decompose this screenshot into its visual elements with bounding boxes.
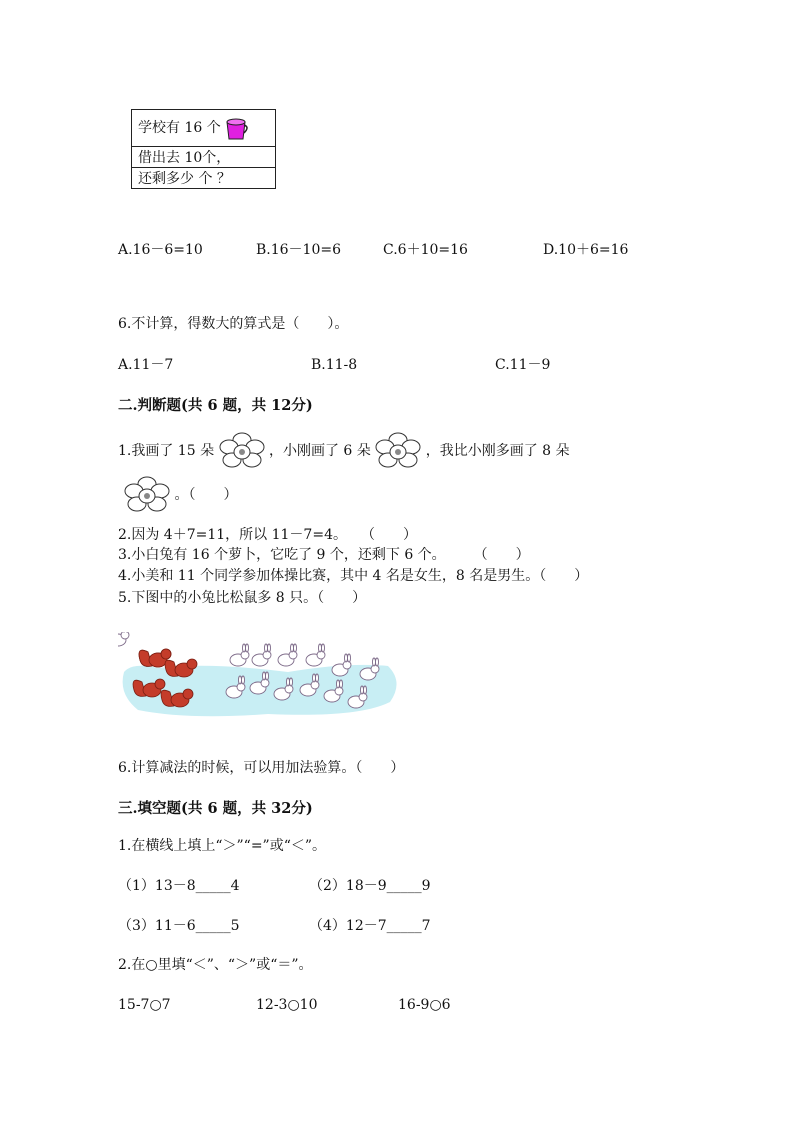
s2-q6: 6.计算减法的时候，可以用加法验算。（ ）: [118, 760, 405, 776]
problem-row-3: 还剩多少 个 ？: [132, 168, 276, 189]
s2-q3: 3.小白兔有 16 个萝卜，它吃了 9 个，还剩下 6 个。 （ ）: [118, 547, 530, 563]
option-c: C.6＋10=16: [383, 242, 468, 258]
q6-stem: 6.不计算，得数大的算式是（ ）。: [118, 316, 349, 332]
option-a: A.16－6=10: [118, 242, 203, 258]
s2-q4: 4.小美和 11 个同学参加体操比赛，其中 4 名是女生，8 名是男生。（ ）: [118, 568, 589, 584]
flower-icon: [375, 431, 421, 471]
s2-q1-text-3: ，我比小刚多画了 8 朵: [425, 443, 570, 459]
cup-icon: [223, 114, 251, 142]
s2-q1-text-1: 1.我画了 15 朵: [118, 443, 215, 459]
s3-q2-item-2: 12-3○10: [256, 997, 318, 1013]
s3-q1-item-3: （3）11－6_____5: [118, 918, 240, 934]
s2-q1-line1: [118, 428, 570, 474]
section2-title: 二.判断题(共 6 题，共 12分): [118, 397, 313, 414]
flower-icon: [219, 431, 265, 471]
s3-q2-stem: 2.在○里填“＜”、“＞”或“＝”。: [118, 957, 313, 973]
s3-q1-item-2: （2）18－9_____9: [309, 878, 431, 894]
s3-q2-item-3: 16-9○6: [398, 997, 451, 1013]
s2-q1-line2: [124, 474, 237, 516]
s3-q1-item-4: （4）12－7_____7: [309, 918, 431, 934]
s2-q1-text-2: ，小刚画了 6 朵: [268, 443, 371, 459]
q6-option-a: A.11－7: [118, 357, 174, 373]
problem-row-2: 借出去 10个，: [132, 147, 276, 168]
s3-q2-item-1: 15-7○7: [118, 997, 171, 1013]
section3-title: 三.填空题(共 6 题，共 32分): [118, 800, 313, 817]
problem-row-1-text: 学校有 16 个: [138, 120, 221, 136]
option-d: D.10＋6=16: [543, 242, 629, 258]
s2-q2: 2.因为 4＋7=11，所以 11－7=4。 （ ）: [118, 527, 417, 543]
flower-icon: [124, 475, 170, 515]
s3-q1-item-1: （1）13－8_____4: [118, 878, 240, 894]
squirrels-rabbits-image: [118, 632, 400, 718]
rabbit-icon: [118, 632, 129, 646]
s2-q5: 5.下图中的小兔比松鼠多 8 只。（ ）: [118, 590, 367, 606]
q6-option-c: C.11－9: [495, 357, 551, 373]
s2-q1-text-4: 。（ ）: [174, 487, 238, 503]
s3-q1-stem: 1.在横线上填上“＞”“=”或“＜”。: [118, 838, 327, 854]
q6-option-b: B.11-8: [311, 357, 358, 373]
problem-box: [131, 109, 276, 189]
option-b: B.16－10=6: [256, 242, 342, 258]
problem-row-1: [132, 110, 276, 147]
